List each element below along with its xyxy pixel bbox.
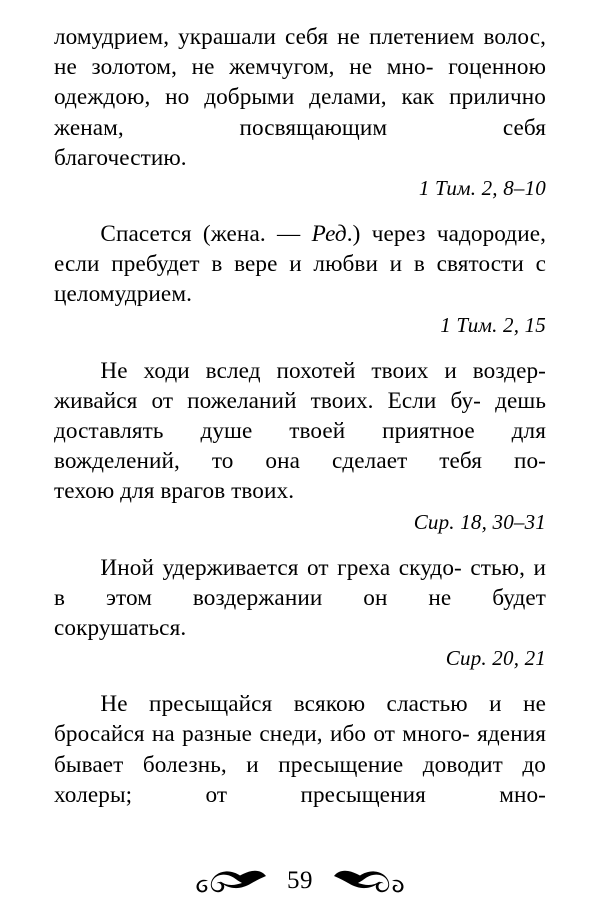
quote-block-5 bbox=[54, 689, 546, 810]
quote-text-4-last-line: сокрушаться. bbox=[54, 615, 187, 642]
quote-text-3-last-line: техою для врагов твоих. bbox=[54, 478, 295, 505]
block-spacer bbox=[54, 673, 546, 689]
quote-text-2: Спасется (жена. — Ред.) через чадородие, если пребудет в вере и любви и в святости с целомудрием. bbox=[54, 221, 546, 308]
quote-block-2 bbox=[54, 219, 546, 340]
quote-text-5: Не пресыщайся всякою сластью и не бросайся на разные снеди, ибо от много- ядения бывает болезнь, и пресыщение доводит до холеры; от пресыщения мно- bbox=[54, 691, 546, 808]
quote-block-1 bbox=[54, 22, 546, 203]
editorial-note: Ред bbox=[311, 221, 347, 248]
page-number: 59 bbox=[287, 866, 313, 894]
page-footer bbox=[0, 866, 600, 896]
block-spacer bbox=[54, 537, 546, 553]
quote-text-3: Не ходи вслед похотей твоих и воздер- живайся от пожеланий твоих. Если бу- дешь доставлять душе твоей приятное для вожделений, то она сделает тебя по- bbox=[54, 357, 546, 475]
quote-block-3 bbox=[54, 356, 546, 537]
block-spacer bbox=[54, 340, 546, 356]
citation-1: 1 Тим. 2, 8–10 bbox=[418, 176, 546, 201]
citation-4: Сир. 20, 21 bbox=[445, 646, 546, 671]
text-column bbox=[54, 22, 546, 810]
citation-2: 1 Тим. 2, 15 bbox=[440, 312, 546, 337]
citation-3: Сир. 18, 30–31 bbox=[413, 509, 546, 534]
flourish-ornament-mirrored-icon bbox=[330, 866, 410, 896]
flourish-ornament-icon bbox=[190, 866, 270, 896]
quote-text-4: Иной удерживается от греха скудо- стью, и в этом воздержании он не будет bbox=[54, 554, 546, 611]
quote-text-1-last-line: благочестию. bbox=[54, 144, 187, 171]
quote-block-4 bbox=[54, 553, 546, 674]
block-spacer bbox=[54, 203, 546, 219]
quote-text-1: ломудрием, украшали себя не плетением волос, не золотом, не жемчугом, не мно- гоценною одеждою, но добрыми делами, как прилично женам, посвящающим себя bbox=[54, 24, 546, 141]
